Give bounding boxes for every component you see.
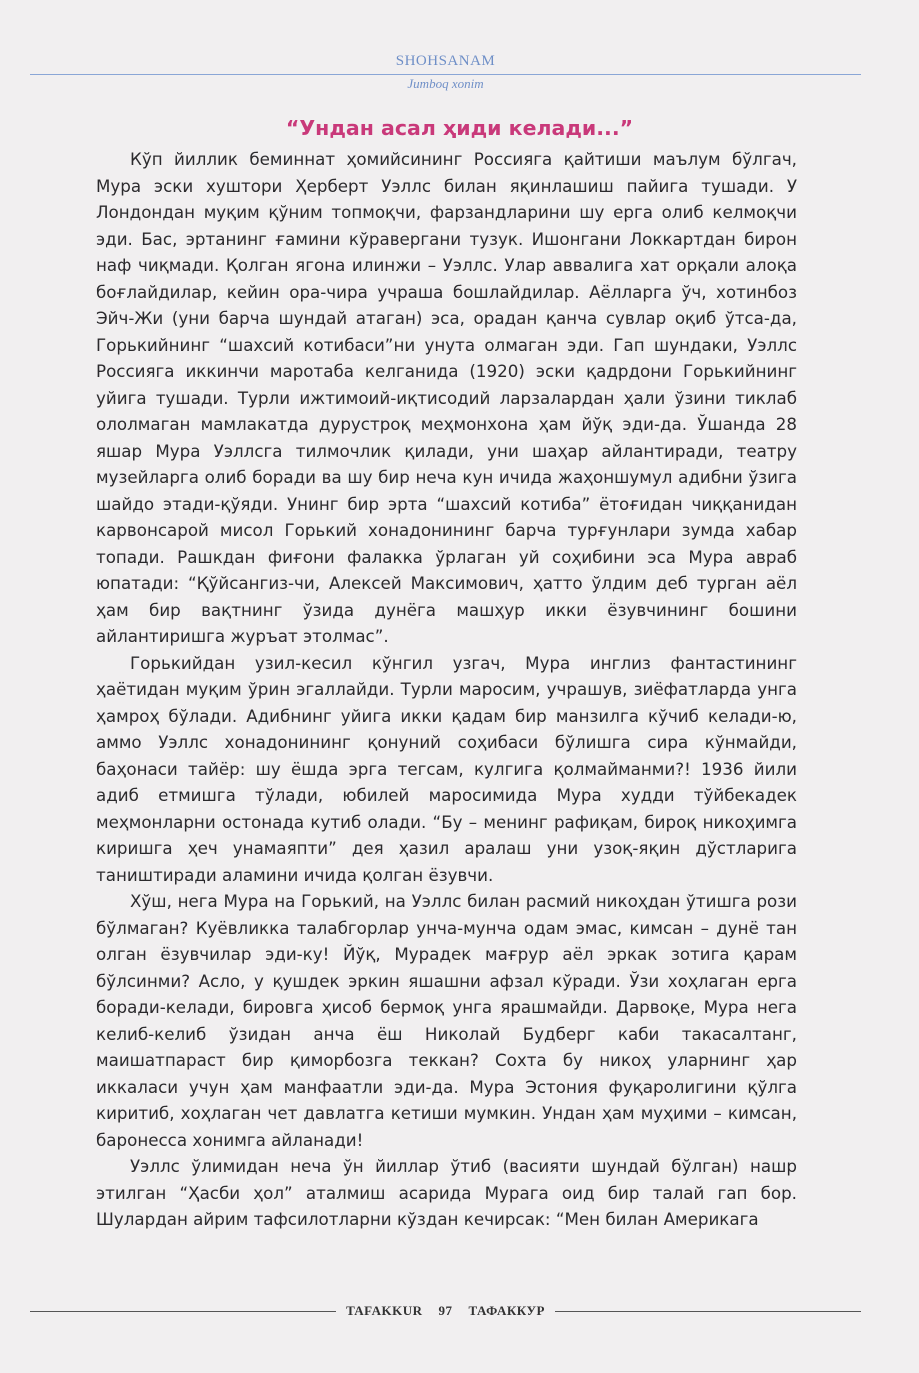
footer-magazine-cyrillic: ТАФАККУР: [468, 1303, 545, 1318]
footer-magazine-latin: TAFAKKUR: [346, 1303, 423, 1318]
header-subtitle: Jumboq xonim: [407, 76, 484, 91]
article-title: “Ундан асал ҳиди келади...”: [285, 116, 634, 140]
header-title: SHOHSANAM: [395, 53, 496, 69]
footer-rule-left: [30, 1311, 336, 1312]
article-body: [96, 146, 797, 1233]
paragraph: Горькийдан узил-кесил кўнгил узгач, Мура инглиз фантастининг ҳаётидан муқим ўрин эгаллайди. Турли маросим, учрашув, зиёфатларда унга ҳамроҳ бўлади. Адибнинг уйига икки қадам бир манзилга кўчиб келади-ю, аммо Уэллс хонадонининг қонуний соҳибаси бўлишга сира кўнмайди, баҳонаси тайёр: шу ёшда эрга тегсам, кулгига қолмайманми?! 1936 йили адиб етмишга тўлади, юбилей маросимида Мура худди тўйбекадек меҳмонларни остонада кутиб олади. “Бу – менинг рафиқам, бироқ никоҳимга киришга ҳеч унамаяпти” дея ҳазил аралаш уни узоқ-яқин дўстларига таништиради аламини ичида қолган ёзувчи.: [96, 652, 797, 885]
footer-rule-right: [555, 1311, 861, 1312]
running-header: [30, 52, 861, 92]
page-number: 97: [438, 1303, 453, 1318]
page-footer: [30, 1301, 861, 1321]
paragraph: Уэллс ўлимидан неча ўн йиллар ўтиб (васияти шундай бўлган) нашр этилган “Ҳасби ҳол” аталмиш асарида Мурага оид бир талай гап бор. Шулардан айрим тафсилотларни кўздан кечирсак: “Мен билан Америкага: [96, 1156, 797, 1229]
paragraph: Кўп йиллик беминнат ҳомийсининг Россияга қайтиши маълум бўлгач, Мура эски хуштори Ҳерберт Уэллс билан яқинлашиш пайига тушади. У Лондондан муқим қўним топмоқчи, фарзандларини шу ерга олиб келмоқчи эди. Бас, эртанинг ғамини кўравергани тузук. Ишонгани Локкартдан бирон наф чиқмади. Қолган ягона илинжи – Уэллс. Улар аввалига хат орқали алоқа боғлайдилар, кейин ора-чира учраша бошлайдилар. Аёлларга ўч, хотинбоз Эйч-Жи (уни барча шундай атаган) эса, орадан қанча сувлар оқиб ўтса-да, Горькийнинг “шахсий котибаси”ни унута олмаган эди. Гап шундаки, Уэллс Россияга иккинчи маротаба келганида (1920) эски қадрдони Горькийнинг уйига тушади. Турли ижтимоий-иқтисодий ларзалардан ҳали ўзини тиклаб ололмаган мамлакатда дурустроқ меҳмонхона ҳам йўқ эди-да. Ўшанда 28 яшар Мура Уэллсга тилмочлик қилади, уни шаҳар айлантиради, театру музейларга олиб боради ва шу бир неча кун ичида жаҳоншумул адибни ўзига шайдо этади-қўяди. Унинг бир эрта “шахсий котиба” ётоғидан чиққанидан карвонсарой мисол Горький хонадонининг барча турғунлари зумда хабар топади. Рашкдан фиғони фалакка ўрлаган уй соҳибини эса Мура авраб юпатади: “Қўйсангиз-чи, Алексей Максимович, ҳатто ўлдим деб турган аёл ҳам бир вақтнинг ўзида дунёга машҳур икки ёзувчининг бошини айлантиришга журъат этолмас”.: [96, 149, 797, 646]
header-divider: [30, 74, 861, 75]
paragraph: Хўш, нега Мура на Горький, на Уэллс билан расмий никоҳдан ўтишга рози бўлмаган? Куёвликка талабгорлар унча-мунча одам эмас, кимсан – дунё тан олган ёзувчилар эди-ку! Йўқ, Мурадек мағрур аёл эркак зотига қарам бўлсинми? Асло, у қушдек эркин яшашни афзал кўради. Ўзи хоҳлаган ерга боради-келади, бировга ҳисоб бермоқ унга ярашмайди. Дарвоқе, Мура нега келиб-келиб ўзидан анча ёш Николай Будберг каби такасалтанг, маишатпараст бир қиморбозга теккан? Сохта бу никоҳ уларнинг ҳар иккаласи учун ҳам манфаатли эди-да. Мура Эстония фуқаролигини қўлга киритиб, хоҳлаган чет давлатга кетиши мумкин. Ундан ҳам муҳими – кимсан, баронесса хонимга айланади!: [96, 891, 797, 1150]
footer-label: [336, 1303, 555, 1319]
